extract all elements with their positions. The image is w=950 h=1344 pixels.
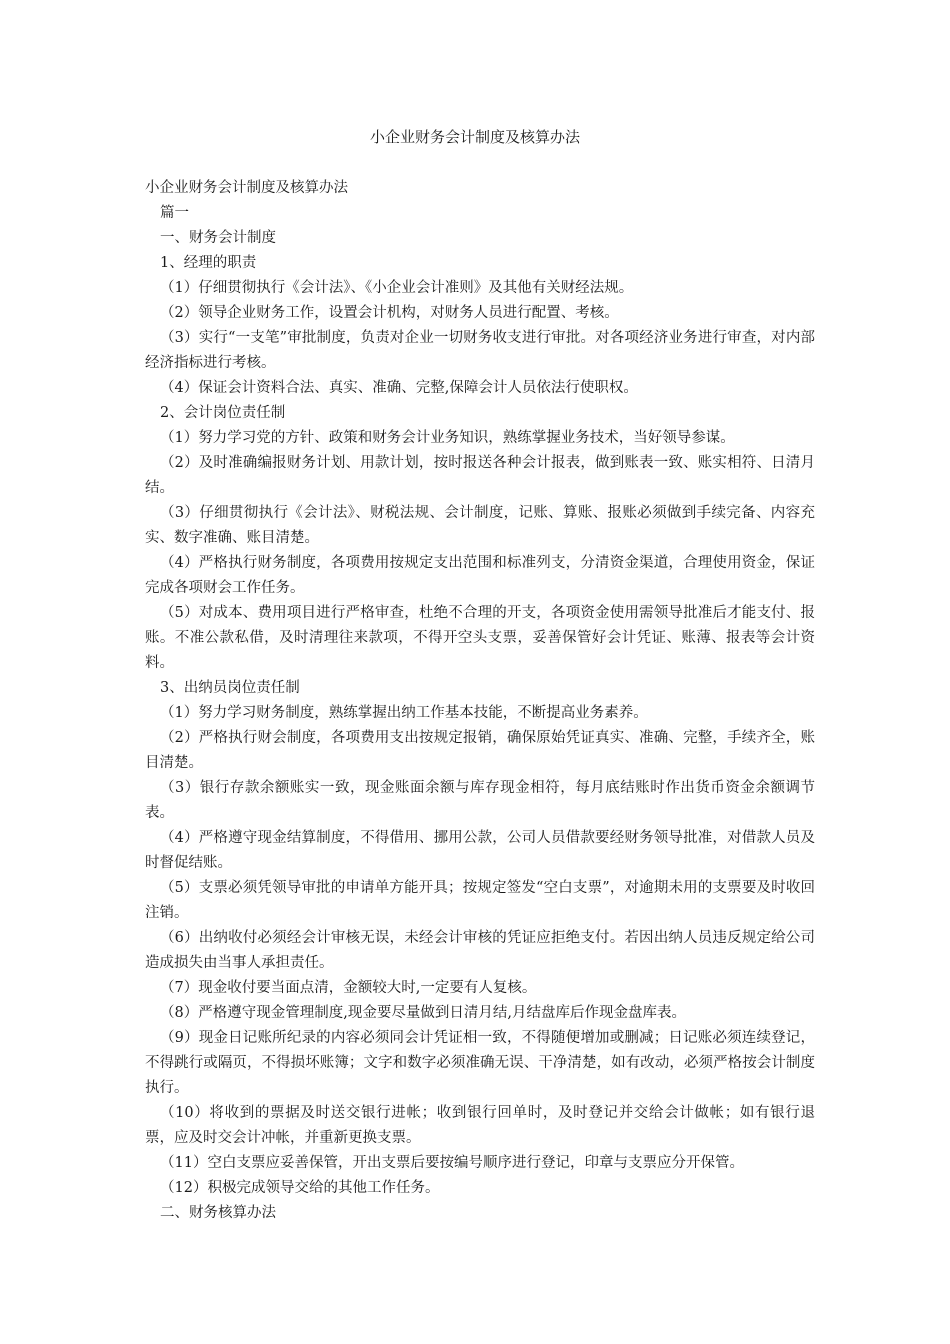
paragraph: 二、财务核算办法: [160, 1205, 276, 1221]
paragraph: （5）支票必须凭领导审批的申请单方能开具；按规定签发“空白支票”，对逾期未用的支票要及时收回注销。: [145, 880, 815, 921]
paragraph: （12）积极完成领导交给的其他工作任务。: [160, 1180, 440, 1196]
paragraph: （2）严格执行财会制度，各项费用支出按规定报销，确保原始凭证真实、准确、完整，手续齐全，账目清楚。: [145, 730, 815, 771]
paragraph: （3）实行“一支笔”审批制度，负责对企业一切财务收支进行审批。对各项经济业务进行审查，对内部经济指标进行考核。: [145, 330, 815, 371]
paragraph: （1）努力学习党的方针、政策和财务会计业务知识，熟练掌握业务技术，当好领导参谋。: [160, 430, 735, 446]
paragraph: （4）严格执行财务制度，各项费用按规定支出范围和标准列支，分清资金渠道，合理使用资金，保证完成各项财会工作任务。: [145, 555, 815, 596]
paragraph: 小企业财务会计制度及核算办法: [145, 180, 348, 196]
paragraph: （2）领导企业财务工作，设置会计机构，对财务人员进行配置、考核。: [160, 305, 619, 321]
document-body: [145, 176, 815, 1226]
paragraph: （6）出纳收付必须经会计审核无误，未经会计审核的凭证应拒绝支付。若因出纳人员违反规定给公司造成损失由当事人承担责任。: [145, 930, 815, 971]
paragraph: （3）银行存款余额账实一致，现金账面余额与库存现金相符，每月底结账时作出货币资金余额调节表。: [145, 780, 815, 821]
paragraph: 篇一: [160, 205, 189, 221]
document-title: 小企业财务会计制度及核算办法: [369, 128, 580, 146]
paragraph: （2）及时准确编报财务计划、用款计划，按时报送各种会计报表，做到账表一致、账实相符、日清月结。: [145, 455, 815, 496]
paragraph: （10）将收到的票据及时送交银行进帐；收到银行回单时，及时登记并交给会计做帐；如有银行退票，应及时交会计冲帐，并重新更换支票。: [145, 1105, 815, 1146]
paragraph: （1）努力学习财务制度，熟练掌握出纳工作基本技能，不断提高业务素养。: [160, 705, 648, 721]
paragraph: （11）空白支票应妥善保管，开出支票后要按编号顺序进行登记，印章与支票应分开保管。: [160, 1155, 744, 1171]
paragraph: （7）现金收付要当面点清，金额较大时,一定要有人复核。: [160, 980, 537, 996]
paragraph: 3、出纳员岗位责任制: [160, 680, 300, 696]
paragraph: （3）仔细贯彻执行《会计法》、财税法规、会计制度，记账、算账、报账必须做到手续完备、内容充实、数字准确、账目清楚。: [145, 505, 815, 546]
paragraph: （5）对成本、费用项目进行严格审查，杜绝不合理的开支，各项资金使用需领导批准后才能支付、报账。不准公款私借，及时清理往来款项，不得开空头支票，妥善保管好会计凭证、账薄、报表等会计资料。: [145, 605, 815, 671]
paragraph: （4）保证会计资料合法、真实、准确、完整,保障会计人员依法行使职权。: [160, 380, 638, 396]
paragraph: 一、财务会计制度: [160, 230, 276, 246]
paragraph: （1）仔细贯彻执行《会计法》、《小企业会计准则》及其他有关财经法规。: [160, 280, 634, 296]
paragraph: 1、经理的职责: [160, 255, 257, 271]
paragraph: （4）严格遵守现金结算制度，不得借用、挪用公款，公司人员借款要经财务领导批准，对借款人员及时督促结账。: [145, 830, 815, 871]
paragraph: （9）现金日记账所纪录的内容必须同会计凭证相一致，不得随便增加或删减；日记账必须连续登记，不得跳行或隔页，不得损坏账簿；文字和数字必须准确无误、干净清楚，如有改动，必须严格按会计制度执行。: [145, 1030, 815, 1096]
paragraph: 2、会计岗位责任制: [160, 405, 286, 421]
paragraph: （8）严格遵守现金管理制度,现金要尽量做到日清月结,月结盘库后作现金盘库表。: [160, 1005, 686, 1021]
